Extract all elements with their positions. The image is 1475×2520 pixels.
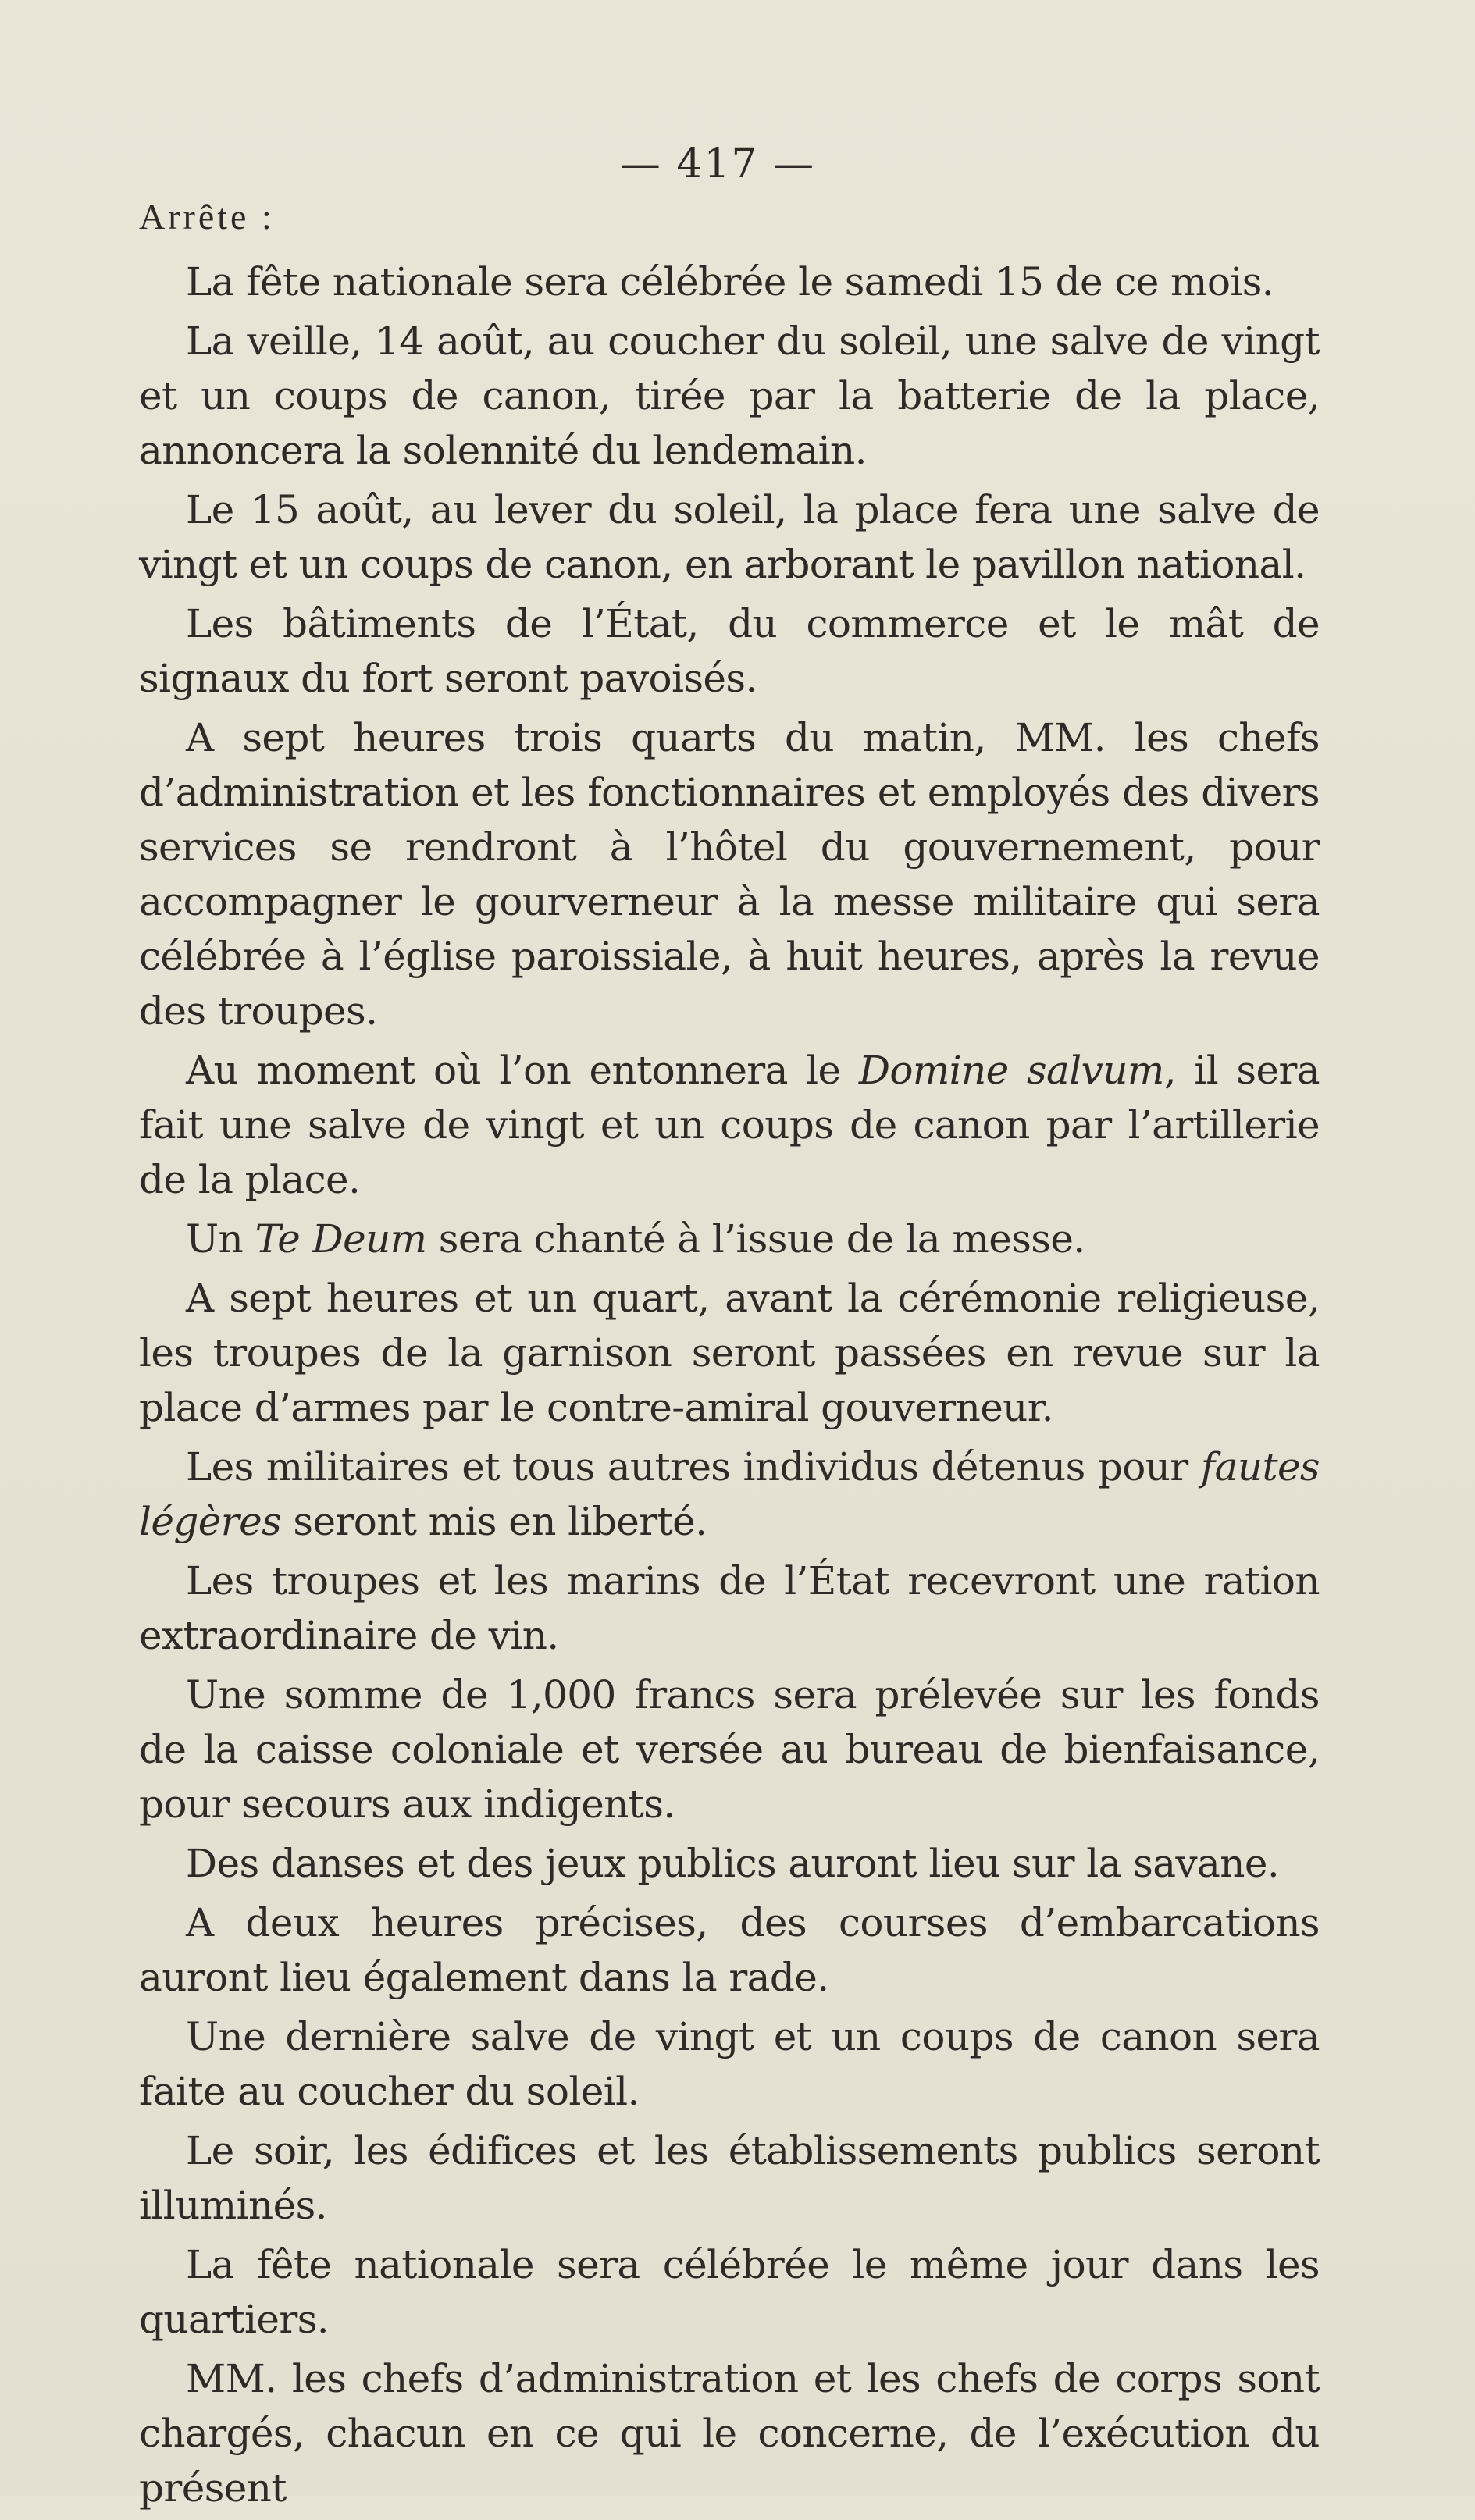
paragraph-3: Le 15 août, au lever du soleil, la place fera une salve de vingt et un coups de canon, en arborant le pavillon national. [139,487,1320,587]
page-number: — 417 — [619,141,816,187]
italic-fautes-legeres: fautes légères [139,1444,1320,1544]
paragraph-8: A sept heures et un quart, avant la cérémonie religieuse, les troupes de la garnison seront passées en revue sur la place d’armes par le contre-amiral gouverneur. [139,1276,1320,1430]
paragraph-1: La fête nationale sera célébrée le samedi 15 de ce mois. [186,259,1274,304]
paragraph-12: Des danses et des jeux publics auront lieu sur la savane. [186,1841,1280,1886]
paragraph-2: La veille, 14 août, au coucher du soleil, une salve de vingt et un coups de canon, tirée par la batterie de la place, annoncera la solennité du lendemain. [139,319,1320,473]
paragraph-4: Les bâtiments de l’État, du commerce et le mât de signaux du fort seront pavoisés. [139,601,1320,701]
paragraph-17: MM. les chefs d’administration et les chefs de corps sont chargés, chacun en ce qui le concerne, de l’exécution du présent [139,2356,1320,2511]
italic-domine-salvum: Domine salvum [858,1048,1164,1093]
paragraph-13: A deux heures précises, des courses d’embarcations auront lieu également dans la rade. [139,1900,1320,2000]
heading-arrete: Arrête : [139,197,275,237]
paragraph-7: Un Te Deum sera chanté à l’issue de la messe. [186,1216,1085,1262]
italic-te-deum: Te Deum [255,1216,427,1262]
paragraph-6: Au moment où l’on entonnera le Domine salvum, il sera fait une salve de vingt et un coups de canon par l’artillerie de la place. [139,1048,1320,1202]
paragraph-11: Une somme de 1,000 francs sera prélevée sur les fonds de la caisse coloniale et versée au bureau de bienfaisance, pour secours aux indigents. [139,1672,1320,1827]
paragraph-14: Une dernière salve de vingt et un coups de canon sera faite au coucher du soleil. [139,2014,1320,2114]
paragraph-16: La fête nationale sera célébrée le même jour dans les quartiers. [139,2242,1320,2342]
paragraph-15: Le soir, les édifices et les établissements publics seront illuminés. [139,2128,1320,2228]
text-block [139,141,1320,2520]
paragraph-9: Les militaires et tous autres individus détenus pour fautes légères seront mis en liberté. [139,1444,1320,1544]
paragraph-5: A sept heures trois quarts du matin, MM. les chefs d’administration et les fonctionnaires et employés des divers services se rendront à l’hôtel du gouvernement, pour accompagner le gourverneur à la messe militaire qui sera célébrée à l’église paroissiale, à huit heures, après la revue des troupes. [139,715,1320,1034]
paragraph-10: Les troupes et les marins de l’État recevront une ration extraordinaire de vin. [139,1558,1320,1658]
